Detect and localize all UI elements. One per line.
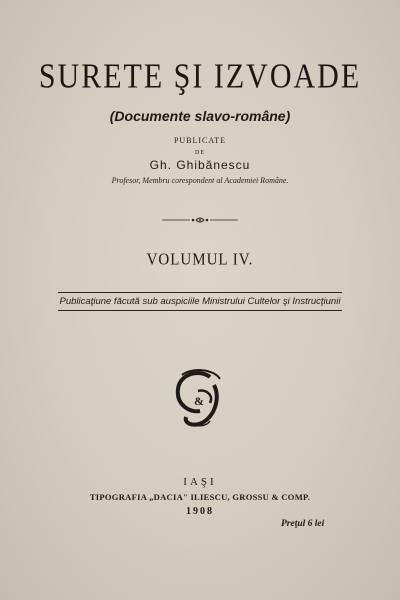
book-title: SURETE ŞI IZVOADE — [38, 57, 362, 96]
book-subtitle: (Documente slavo-române) — [109, 108, 291, 124]
price-label: Preţul 6 lei — [281, 519, 325, 529]
by-label: DE — [195, 150, 205, 156]
author-name: Gh. Ghibănescu — [149, 158, 251, 172]
volume-number: VOLUMUL IV. — [146, 251, 254, 269]
auspices-note — [0, 292, 400, 311]
printer-name: TIPOGRAFIA „DACIA" ILIESCU, GROSSU & COMP. — [89, 492, 311, 502]
auspices-text: Publicaţiune făcută sub auspiciile Ministrului Cultelor şi Instrucţiunii — [58, 292, 343, 311]
published-label: PUBLICATE — [173, 136, 227, 145]
publisher-monogram-icon — [170, 367, 228, 429]
author-role: Profesor, Membru corespondent al Academiei Române. — [111, 176, 289, 185]
publication-city: IAŞI — [183, 476, 217, 488]
divider-ornament — [0, 212, 400, 230]
flourish-divider-icon — [160, 215, 240, 225]
publication-year: 1908 — [186, 506, 214, 517]
monogram-ampersand: & — [194, 394, 204, 408]
